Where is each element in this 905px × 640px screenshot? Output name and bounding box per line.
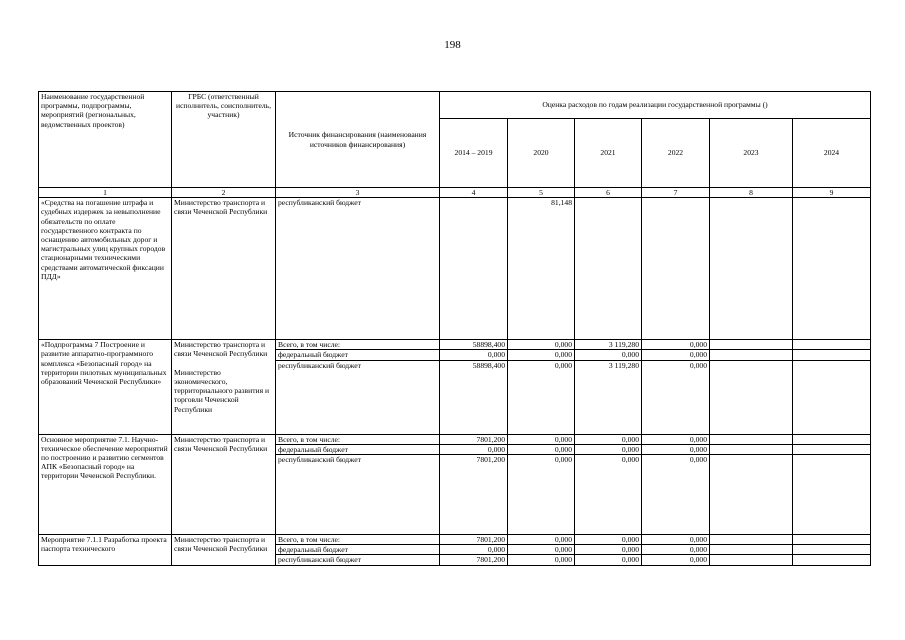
row-value: 0,000 (642, 535, 710, 545)
row-name: Основное мероприятие 7.1. Научно-техническое обеспечение мероприятий по построению и развитию сегментов АПК «Безопасный город» на территории Чеченской Республики. (39, 434, 172, 534)
row-value (710, 434, 793, 444)
column-number: 3 (276, 188, 440, 198)
row-source: федеральный бюджет (276, 350, 440, 360)
row-value: 0,000 (575, 535, 642, 545)
header-year: 2024 (793, 119, 871, 188)
header-year: 2022 (642, 119, 710, 188)
row-value: 0,000 (575, 545, 642, 555)
row-value: 0,000 (508, 555, 575, 565)
row-value (710, 455, 793, 535)
row-value (710, 444, 793, 454)
row-value: 0,000 (575, 455, 642, 535)
row-value: 58898,400 (440, 360, 508, 434)
row-value: 0,000 (508, 340, 575, 350)
row-value (710, 350, 793, 360)
row-grbs: Министерство транспорта и связи Чеченской Республики (172, 434, 276, 534)
row-value: 7801,200 (440, 434, 508, 444)
row-value (793, 545, 871, 555)
row-value (710, 360, 793, 434)
header-source: Источник финансирования (наименования источников финансирования) (276, 92, 440, 188)
row-source: федеральный бюджет (276, 444, 440, 454)
row-value: 0,000 (642, 444, 710, 454)
header-year: 2023 (710, 119, 793, 188)
column-number: 9 (793, 188, 871, 198)
row-value: 7801,200 (440, 455, 508, 535)
row-value: 0,000 (642, 455, 710, 535)
row-value (793, 444, 871, 454)
table-row (39, 535, 871, 545)
row-grbs: Министерство транспорта и связи Чеченской Республики (172, 535, 276, 566)
table-row (39, 198, 871, 340)
header-year: 2021 (575, 119, 642, 188)
row-name: «Подпрограмма 7 Построение и развитие аппаратно-программного комплекса «Безопасный город» на территории пилотных муниципальных образований Чеченской Республики» (39, 340, 172, 434)
row-value (575, 198, 642, 340)
row-value (793, 535, 871, 545)
row-value (710, 340, 793, 350)
row-value (710, 535, 793, 545)
row-value: 3 119,280 (575, 340, 642, 350)
column-number: 8 (710, 188, 793, 198)
row-source: Всего, в том числе: (276, 535, 440, 545)
row-value: 0,000 (508, 434, 575, 444)
row-value: 0,000 (508, 350, 575, 360)
row-value: 0,000 (508, 455, 575, 535)
row-value: 0,000 (575, 444, 642, 454)
row-value (710, 198, 793, 340)
row-value (793, 555, 871, 565)
row-value: 0,000 (440, 545, 508, 555)
header-estimate: Оценка расходов по годам реализации государственной программы () (440, 92, 871, 119)
header-year: 2014 – 2019 (440, 119, 508, 188)
row-source: федеральный бюджет (276, 545, 440, 555)
row-value: 0,000 (575, 434, 642, 444)
row-value: 0,000 (642, 340, 710, 350)
row-name: Мероприятие 7.1.1 Разработка проекта паспорта технического (39, 535, 172, 566)
row-value: 0,000 (642, 545, 710, 555)
row-value: 0,000 (440, 350, 508, 360)
header-name: Наименование государственной программы, подпрограммы, мероприятий (региональных, ведомственных проектов) (39, 92, 172, 188)
column-number: 6 (575, 188, 642, 198)
row-value: 0,000 (440, 444, 508, 454)
column-number-row (39, 188, 871, 198)
column-number: 7 (642, 188, 710, 198)
row-value (440, 198, 508, 340)
row-value (793, 455, 871, 535)
row-source: республиканский бюджет (276, 360, 440, 434)
row-source: Всего, в том числе: (276, 340, 440, 350)
header-grbs: ГРБС (ответственный исполнитель, соисполнитель, участник) (172, 92, 276, 188)
column-number: 1 (39, 188, 172, 198)
row-grbs: Министерство транспорта и связи Чеченской Республики Министерство экономического, территориального развития и торговли Чеченской Республики (172, 340, 276, 434)
row-value (642, 198, 710, 340)
row-source: Всего, в том числе: (276, 434, 440, 444)
column-number: 2 (172, 188, 276, 198)
row-value: 0,000 (508, 444, 575, 454)
row-value (793, 198, 871, 340)
row-source: республиканский бюджет (276, 455, 440, 535)
table-row (39, 434, 871, 444)
page-number: 198 (444, 39, 461, 51)
column-number: 5 (508, 188, 575, 198)
header-year: 2020 (508, 119, 575, 188)
row-value: 7801,200 (440, 555, 508, 565)
row-source: республиканский бюджет (276, 555, 440, 565)
row-value (793, 360, 871, 434)
row-value (793, 340, 871, 350)
column-number: 4 (440, 188, 508, 198)
budget-table (38, 91, 871, 566)
row-value: 0,000 (642, 350, 710, 360)
row-value (710, 555, 793, 565)
row-value (793, 434, 871, 444)
row-value: 3 119,280 (575, 360, 642, 434)
row-value: 0,000 (642, 434, 710, 444)
row-grbs: Министерство транспорта и связи Чеченской Республики (172, 198, 276, 340)
row-name: «Средства на погашение штрафа и судебных издержек за невыполнение обязательств по оплате государственного контракта по оснащению автомобильных дорог и магистральных улиц крупных городов стационарными техническими средствами автоматической фиксации ПДД» (39, 198, 172, 340)
table-row (39, 340, 871, 350)
row-source: республиканский бюджет (276, 198, 440, 340)
row-value: 7801,200 (440, 535, 508, 545)
row-value: 81,148 (508, 198, 575, 340)
row-value: 0,000 (508, 535, 575, 545)
row-value (793, 350, 871, 360)
row-value: 0,000 (642, 360, 710, 434)
row-value: 0,000 (642, 555, 710, 565)
row-value: 58898,400 (440, 340, 508, 350)
row-value: 0,000 (575, 555, 642, 565)
row-value (710, 545, 793, 555)
row-value: 0,000 (575, 350, 642, 360)
row-value: 0,000 (508, 545, 575, 555)
row-value: 0,000 (508, 360, 575, 434)
